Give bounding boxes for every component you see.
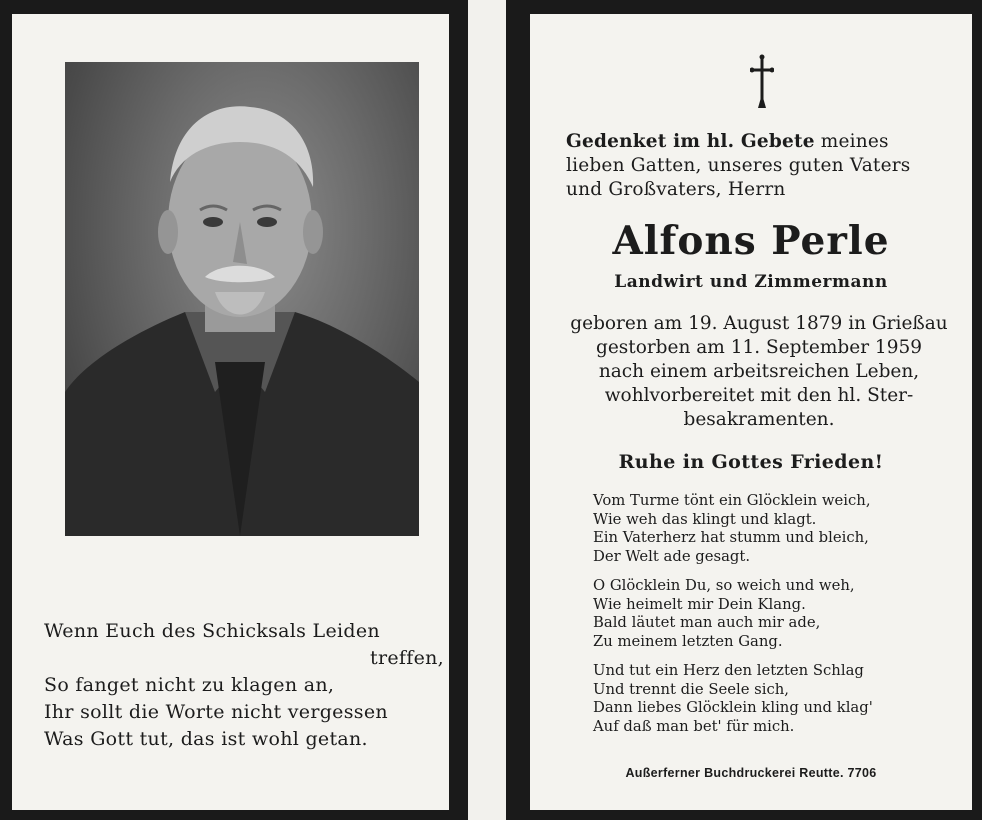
verse-line: treffen,	[370, 647, 444, 669]
poem-line: Wie heimelt mir Dein Klang.	[593, 595, 806, 613]
intro-text	[566, 130, 952, 202]
poem-line: Bald läutet man auch mir ade,	[593, 614, 821, 631]
memorial-card-right	[530, 14, 972, 810]
poem-stanza	[593, 492, 953, 566]
memorial-card-left	[12, 14, 449, 810]
poem-line: Zu meinem letzten Gang.	[593, 632, 783, 650]
poem-line: Ein Vaterherz hat stumm und bleich,	[593, 529, 869, 546]
page-gutter	[468, 0, 506, 820]
poem	[593, 492, 953, 747]
portrait-photo	[65, 62, 419, 536]
dates-line: gestorben am 11. September 1959	[595, 337, 923, 358]
verse-line: Ihr sollt die Worte nicht vergessen	[44, 701, 388, 723]
cross-icon	[750, 54, 774, 110]
intro-bold: Gedenket im hl. Gebete	[566, 131, 815, 152]
portrait-icon	[65, 62, 419, 536]
dates-line: geboren am 19. August 1879 in Grießau	[570, 313, 948, 334]
intro-line: lieben Gatten, unseres guten Vaters	[566, 155, 911, 176]
left-verse	[44, 618, 444, 753]
intro-rest: meines	[814, 131, 889, 152]
poem-line: Und tut ein Herz den letzten Schlag	[593, 662, 864, 679]
verse-line: Was Gott tut, das ist wohl getan.	[44, 728, 368, 750]
life-dates	[566, 312, 952, 432]
poem-stanza	[593, 577, 953, 651]
poem-line: Dann liebes Glöcklein kling und klag'	[593, 699, 873, 716]
verse-line: Wenn Euch des Schicksals Leiden	[44, 620, 380, 642]
printer-imprint: Außerferner Buchdruckerei Reutte. 7706	[625, 766, 877, 780]
poem-line: Auf daß man bet' für mich.	[593, 717, 795, 735]
poem-line: Und trennt die Seele sich,	[593, 680, 790, 698]
deceased-name: Alfons Perle	[612, 218, 890, 264]
dates-line: besakramenten.	[683, 409, 835, 430]
poem-stanza	[593, 662, 953, 736]
intro-line: und Großvaters, Herrn	[566, 179, 786, 200]
poem-line: Der Welt ade gesagt.	[593, 547, 751, 565]
occupation: Landwirt und Zimmermann	[614, 272, 888, 292]
verse-line: So fanget nicht zu klagen an,	[44, 674, 335, 696]
rip-heading: Ruhe in Gottes Frieden!	[618, 451, 884, 473]
dates-line: wohlvorbereitet mit den hl. Ster-	[604, 385, 914, 406]
poem-line: Vom Turme tönt ein Glöcklein weich,	[593, 492, 871, 509]
poem-line: O Glöcklein Du, so weich und weh,	[593, 577, 855, 594]
poem-line: Wie weh das klingt und klagt.	[593, 510, 817, 528]
dates-line: nach einem arbeitsreichen Leben,	[598, 361, 920, 382]
